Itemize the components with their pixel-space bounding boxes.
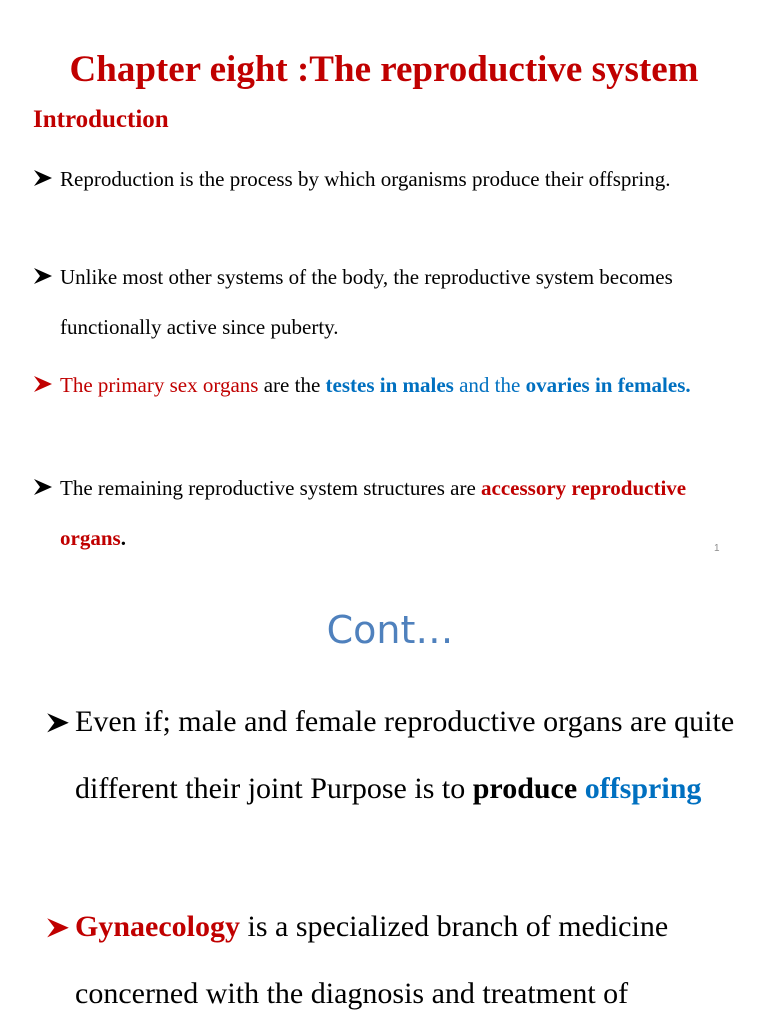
bullet-text bbox=[75, 893, 735, 1027]
highlight-text: ovaries in females. bbox=[525, 373, 691, 397]
bullet-text bbox=[75, 688, 735, 822]
plain-text: Even if; male and female reproductive organs are quite different their joint Purpose is to bbox=[75, 705, 735, 805]
arrow-bullet-icon bbox=[33, 478, 53, 498]
bullet-text: Reproduction is the process by which organisms produce their offspring. bbox=[60, 167, 671, 191]
slide-title: Cont… bbox=[326, 608, 454, 652]
bullet-text bbox=[60, 463, 720, 563]
highlight-text: produce bbox=[472, 772, 578, 805]
plain-text: are the bbox=[258, 373, 326, 397]
bullet-text bbox=[60, 360, 720, 410]
highlight-text: Gynaecology bbox=[75, 910, 240, 943]
bullet-text: Unlike most other systems of the body, the reproductive system becomes functionally active since puberty. bbox=[60, 265, 673, 339]
page-number: 1 bbox=[714, 543, 720, 554]
plain-text: . bbox=[120, 526, 126, 550]
highlight-text: and the bbox=[453, 373, 526, 397]
arrow-bullet-icon bbox=[46, 917, 70, 941]
arrow-bullet-icon bbox=[33, 169, 53, 189]
arrow-bullet-icon bbox=[33, 267, 53, 287]
highlight-text: testes in males bbox=[325, 373, 454, 397]
highlight-text: The primary sex organs bbox=[60, 373, 259, 397]
plain-text bbox=[577, 772, 585, 805]
highlight-text: offspring bbox=[584, 772, 702, 805]
plain-text: The remaining reproductive system structures are bbox=[60, 476, 482, 500]
highlight-text: accessory reproductive organs bbox=[60, 476, 687, 550]
slide-title: Chapter eight :The reproductive system bbox=[69, 49, 699, 90]
arrow-bullet-icon bbox=[33, 375, 53, 395]
section-heading: Introduction bbox=[33, 106, 169, 133]
slide-2 bbox=[0, 578, 768, 1024]
arrow-bullet-icon bbox=[46, 712, 70, 736]
plain-text: is a specialized branch of medicine concerned with the diagnosis and treatment of bbox=[75, 910, 669, 1010]
